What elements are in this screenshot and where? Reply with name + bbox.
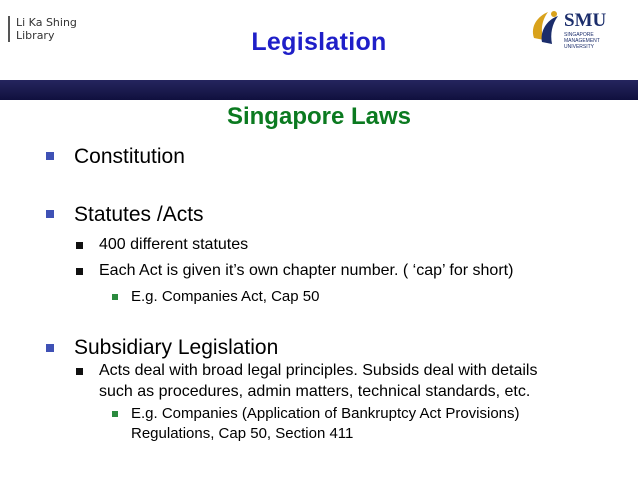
slide-subtitle: Singapore Laws <box>226 103 412 130</box>
bullet-icon <box>76 268 83 275</box>
slide-title: Legislation <box>251 28 387 56</box>
bullet-icon <box>46 210 54 218</box>
item-acts-line-2: such as procedures, admin matters, technical standards, etc. <box>99 383 531 400</box>
item-example2-line-2: Regulations, Cap 50, Section 411 <box>131 425 354 442</box>
smu-subtitle: SINGAPORE MANAGEMENT UNIVERSITY <box>564 32 600 50</box>
bullet-icon <box>46 152 54 160</box>
bullet-icon <box>76 368 83 375</box>
item-chapter-number: Each Act is given it’s own chapter number. ( ‘cap’ for short) <box>99 262 514 279</box>
item-example-companies: E.g. Companies Act, Cap 50 <box>131 288 320 305</box>
item-example2-line-1: E.g. Companies (Application of Bankruptcy Act Provisions) <box>131 405 520 422</box>
item-statutes-count: 400 different statutes <box>99 236 249 253</box>
smu-emblem-icon <box>528 8 562 48</box>
item-subsidiary: Subsidiary Legislation <box>74 336 279 359</box>
header-band <box>0 80 638 100</box>
smu-name: SMU <box>564 10 607 31</box>
smu-logo <box>528 8 633 48</box>
bullet-icon <box>76 242 83 249</box>
bullet-icon <box>46 344 54 352</box>
item-acts-line-1: Acts deal with broad legal principles. Subsids deal with details <box>99 362 538 379</box>
logo-line-2: Library <box>16 29 55 42</box>
logo-line-1: Li Ka Shing <box>16 16 77 29</box>
bullet-icon <box>112 411 118 417</box>
item-constitution: Constitution <box>74 145 185 168</box>
bullet-icon <box>112 294 118 300</box>
item-statutes: Statutes /Acts <box>74 203 204 226</box>
